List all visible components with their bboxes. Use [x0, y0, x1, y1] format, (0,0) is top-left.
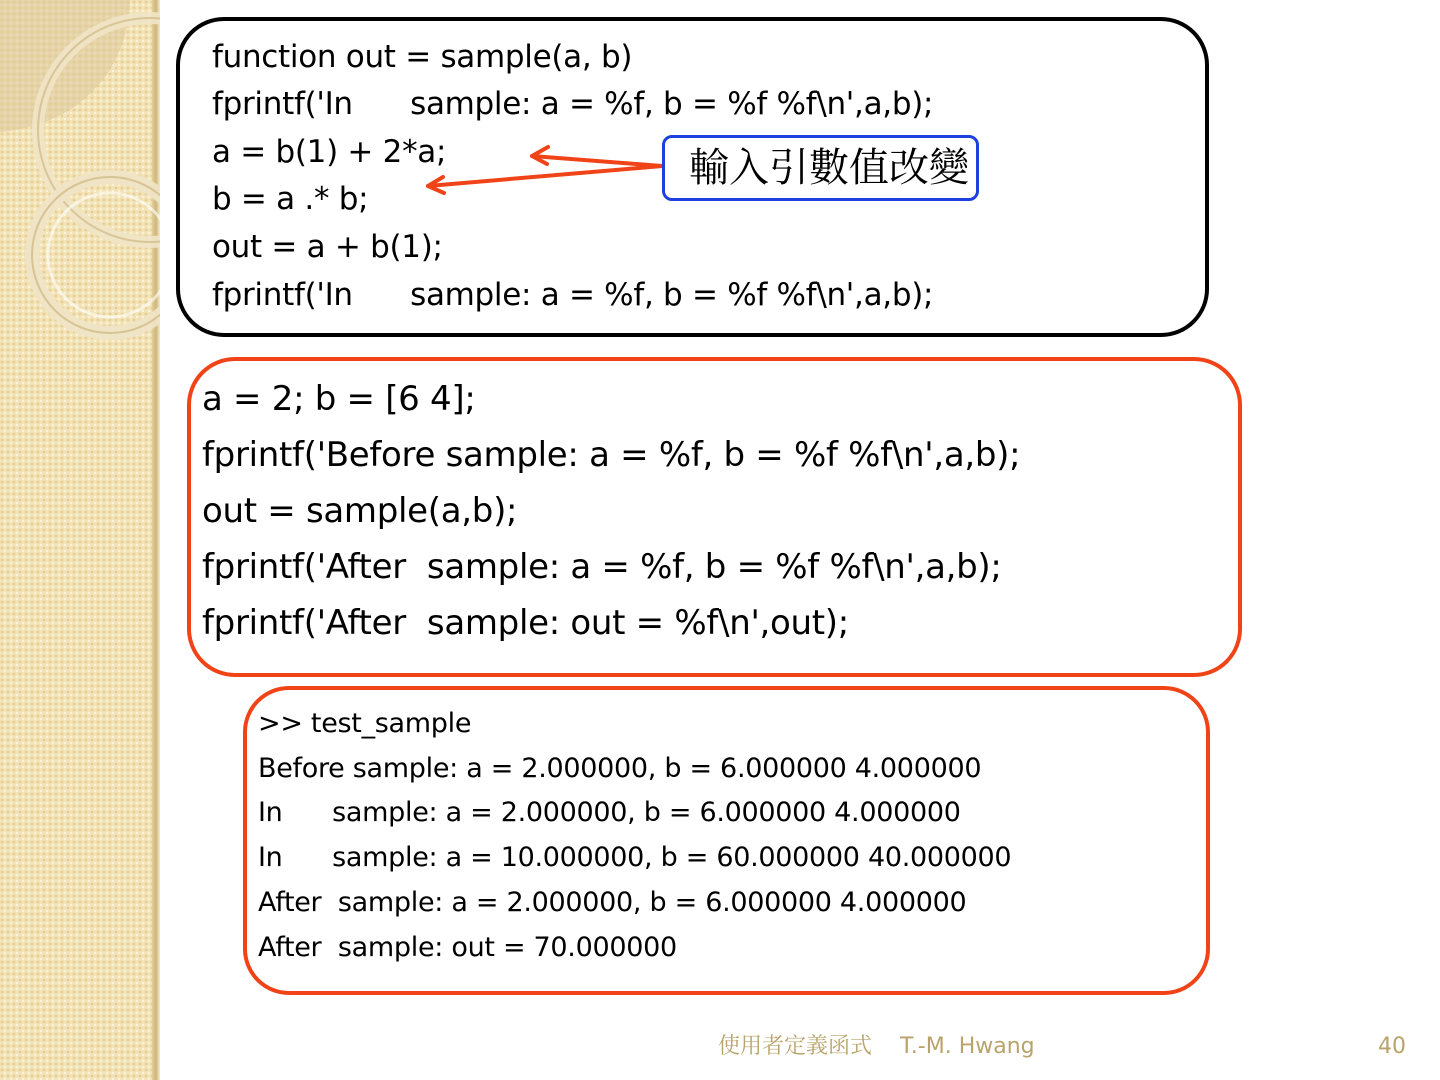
script-code-line-1: a = 2; b = [6 4];: [202, 379, 476, 419]
console-output-line-2: Before sample: a = 2.000000, b = 6.000000 4.000000: [258, 753, 982, 784]
function-code-line-5: out = a + b(1);: [212, 229, 443, 265]
console-output-line-4: In sample: a = 10.000000, b = 60.000000 40.000000: [258, 842, 1012, 873]
function-code-line-1: function out = sample(a, b): [212, 39, 633, 75]
function-code-line-4: b = a .* b;: [212, 181, 369, 217]
console-output-line-1: >> test_sample: [258, 708, 472, 739]
function-code-line-3: a = b(1) + 2*a;: [212, 134, 447, 170]
console-output-line-3: In sample: a = 2.000000, b = 6.000000 4.000000: [258, 797, 961, 828]
script-code-line-3: out = sample(a,b);: [202, 491, 518, 531]
function-code-line-2: fprintf('In sample: a = %f, b = %f %f\n',a,b);: [212, 86, 934, 122]
console-output-line-5: After sample: a = 2.000000, b = 6.000000 4.000000: [258, 887, 967, 918]
script-code-line-2: fprintf('Before sample: a = %f, b = %f %f\n',a,b);: [202, 435, 1021, 475]
annotation-box: [662, 135, 979, 201]
footer-text: 使用者定義函式 T.-M. Hwang: [718, 1034, 1035, 1059]
page-number: 40: [1378, 1034, 1406, 1059]
annotation-text: 輸入引數值改變: [689, 145, 969, 191]
script-code-line-5: fprintf('After sample: out = %f\n',out);: [202, 603, 849, 643]
console-output-line-6: After sample: out = 70.000000: [258, 932, 677, 963]
decorative-rings-icon: [0, 0, 160, 360]
function-code-line-6: fprintf('In sample: a = %f, b = %f %f\n',a,b);: [212, 277, 934, 313]
script-code-line-4: fprintf('After sample: a = %f, b = %f %f\n',a,b);: [202, 547, 1002, 587]
